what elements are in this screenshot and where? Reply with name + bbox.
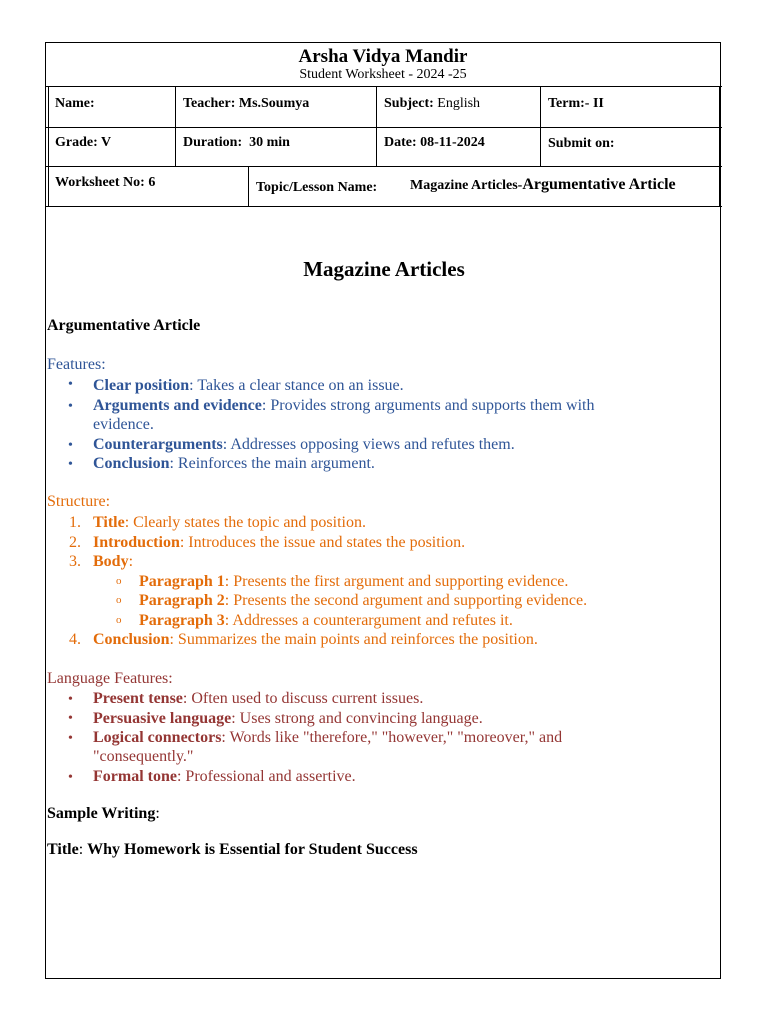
section-heading: Argumentative Article (47, 317, 201, 334)
structure-number: 4. (69, 631, 81, 648)
language-item-4: Formal tone: Professional and assertive. (93, 768, 356, 785)
bullet: • (68, 457, 73, 472)
table-divider (46, 127, 722, 128)
term-label: Term:- II (548, 96, 604, 111)
worksheet-frame (45, 42, 721, 979)
page-title: Magazine Articles (303, 257, 465, 281)
date-label: Date: 08-11-2024 (384, 135, 485, 150)
structure-number: 2. (69, 534, 81, 551)
bullet: • (68, 438, 73, 453)
table-divider (719, 86, 720, 207)
bullet: • (68, 399, 73, 414)
features-item-4: Conclusion: Reinforces the main argument. (93, 455, 375, 472)
bullet: • (68, 692, 73, 707)
sub-bullet: o (116, 594, 122, 606)
table-divider (46, 206, 722, 207)
worksheet-subtitle: Student Worksheet - 2024 -25 (299, 67, 467, 82)
table-divider (46, 166, 722, 167)
language-item-1: Present tense: Often used to discuss current issues. (93, 690, 424, 707)
structure-item-1: Title: Clearly states the topic and position. (93, 514, 366, 531)
table-divider (46, 86, 722, 87)
bullet: • (68, 377, 73, 392)
structure-item-3: Body: (93, 553, 134, 570)
subject-field: Subject: English (384, 96, 481, 111)
body-item-2: Paragraph 2: Presents the second argument and supporting evidence. (139, 592, 588, 609)
sample-title: Title: Why Homework is Essential for Student Success (47, 841, 418, 858)
structure-number: 3. (69, 553, 81, 570)
worksheet-number: Worksheet No: 6 (55, 175, 156, 190)
structure-item-2: Introduction: Introduces the issue and states the position. (93, 534, 466, 551)
sub-bullet: o (116, 575, 122, 587)
features-item-2: Arguments and evidence: Provides strong arguments and supports them with evidence. (93, 397, 595, 433)
sub-bullet: o (116, 614, 122, 626)
bullet: • (68, 770, 73, 785)
teacher-label: Teacher: Ms.Soumya (183, 96, 310, 111)
name-label: Name: (55, 96, 95, 111)
table-divider (248, 167, 249, 207)
school-name: Arsha Vidya Mandir (298, 46, 468, 67)
language-heading: Language Features: (47, 670, 173, 687)
body-item-3: Paragraph 3: Addresses a counterargument and refutes it. (139, 612, 513, 629)
grade-label: Grade: V (55, 135, 112, 150)
body-item-1: Paragraph 1: Presents the first argument and supporting evidence. (139, 573, 569, 590)
table-divider (48, 86, 49, 207)
language-item-3: Logical connectors: Words like "therefore," "however," "moreover," and "consequently." (93, 729, 563, 765)
table-divider (376, 86, 377, 167)
features-item-1: Clear position: Takes a clear stance on an issue. (93, 377, 404, 394)
topic-label: Topic/Lesson Name: (256, 180, 378, 195)
sample-heading: Sample Writing: (47, 805, 160, 822)
duration-label: Duration: 30 min (183, 135, 290, 150)
features-heading: Features: (47, 356, 106, 373)
bullet: • (68, 731, 73, 746)
submit-label: Submit on: (548, 136, 615, 151)
structure-number: 1. (69, 514, 81, 531)
table-divider (540, 86, 541, 167)
structure-item-4: Conclusion: Summarizes the main points and reinforces the position. (93, 631, 538, 648)
language-item-2: Persuasive language: Uses strong and convincing language. (93, 710, 483, 727)
table-divider (175, 86, 176, 167)
features-item-3: Counterarguments: Addresses opposing views and refutes them. (93, 436, 515, 453)
structure-heading: Structure: (47, 493, 111, 510)
topic-value: Magazine Articles-Argumentative Article (410, 176, 676, 193)
bullet: • (68, 711, 73, 726)
